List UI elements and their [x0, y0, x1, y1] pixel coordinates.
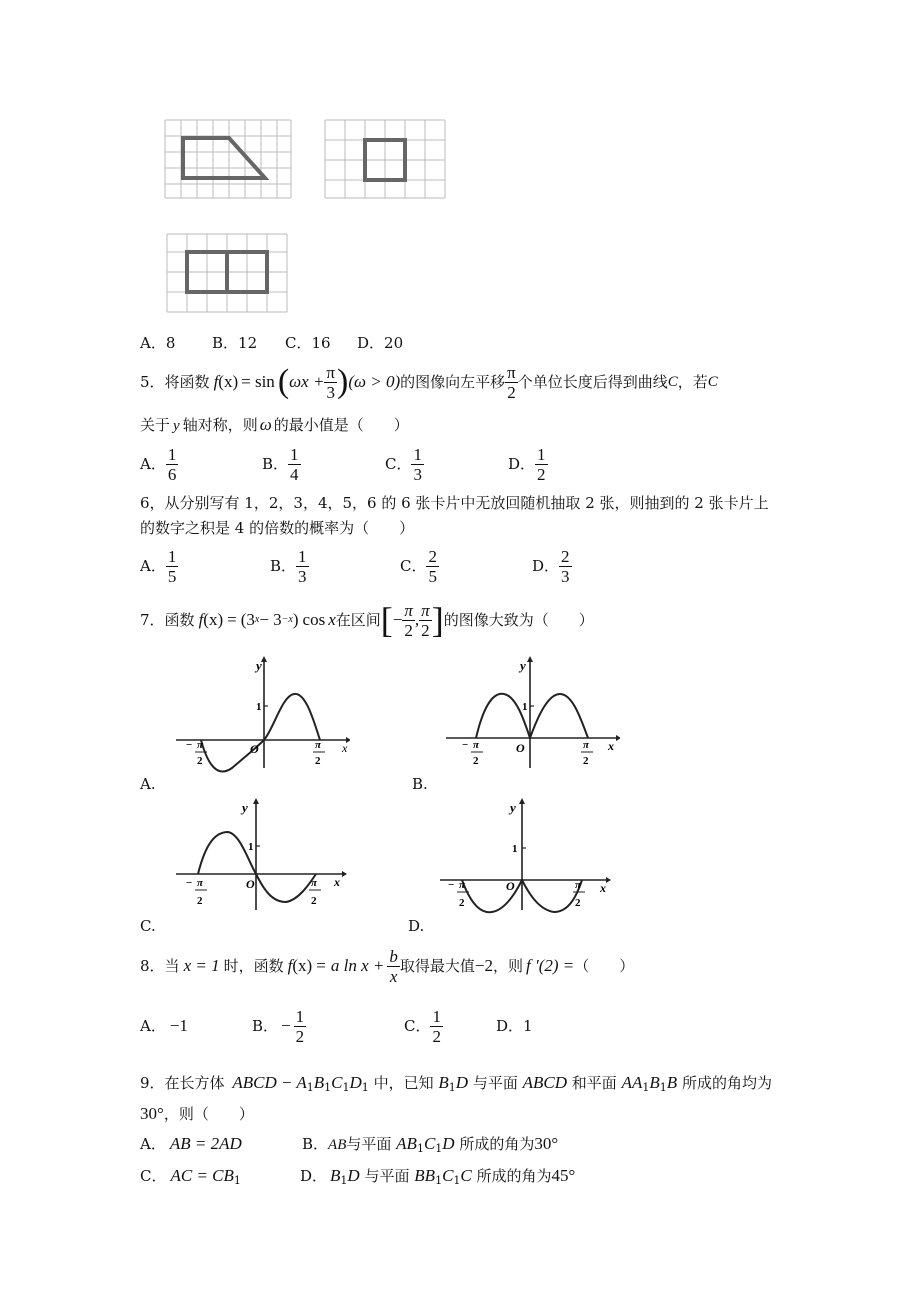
q7-graph-a	[170, 656, 350, 774]
q7-stem: 7． 函数 f (x) = (3 x − 3 −x ) cos x 在区间 [ − $\frac{\pi}{2}$ , $\frac{\pi}{2}$ ] 的图像大致为（ ）	[140, 600, 594, 640]
q7-graph-b	[440, 656, 620, 774]
svg-text:π: π	[459, 879, 466, 891]
svg-text:x: x	[600, 881, 606, 895]
svg-text:π: π	[311, 877, 318, 889]
svg-text:x: x	[608, 739, 614, 753]
q9-option-a: A． AB = 2AD	[140, 1134, 242, 1153]
q9-option-d: D． $B_1D$ 与平面 $BB_1C_1C$ 所成的角为45°	[300, 1166, 576, 1187]
three-view-top	[165, 232, 289, 314]
q7-graph-b-label: B.	[412, 775, 428, 793]
q7-graph-d-label: D.	[408, 917, 425, 935]
q4-option-b: B．12	[212, 334, 258, 352]
svg-text:y: y	[256, 658, 262, 673]
svg-text:−: −	[462, 739, 469, 751]
svg-text:2: 2	[473, 755, 479, 767]
q4-option-c: C．16	[285, 334, 331, 352]
svg-text:y: y	[510, 800, 516, 815]
svg-text:π: π	[473, 739, 480, 751]
q5-stem-line2: 关于 y 轴对称，则 ω 的最小值是（ ）	[140, 415, 409, 434]
svg-text:O: O	[250, 742, 259, 756]
q9-option-c: C． AC = $CB_1$	[140, 1166, 241, 1187]
q7-graph-d	[436, 798, 616, 914]
svg-text:π: π	[575, 879, 582, 891]
q5-stem-line1: 5． 将函数 f (x) = sin ( ωx + $\frac{\pi}{3}$ ) (ω > 0) 的图像向左平移 $\frac{\pi}{2}$ 个单位长度后得到曲线 C ，若 C	[140, 362, 718, 402]
q4-option-a: A．8	[140, 334, 176, 352]
q7-graph-c	[170, 798, 350, 914]
svg-text:2: 2	[311, 895, 317, 907]
svg-text:O: O	[516, 741, 525, 755]
q9-stem-line2: 30°，则（ ）	[140, 1104, 254, 1123]
svg-text:−: −	[186, 877, 193, 889]
q6-options: A． $\frac{1}{5}$ B． $\frac{1}{3}$ C． $\frac{2}{5}$ D． $\frac{2}{3}$	[140, 546, 570, 586]
svg-text:2: 2	[197, 895, 203, 907]
svg-text:2: 2	[583, 755, 589, 767]
q7-graph-c-label: C.	[140, 917, 156, 935]
svg-text:1: 1	[256, 701, 262, 713]
svg-text:−: −	[186, 739, 193, 751]
q6-stem-line1: 6，从分别写有 1，2，3，4，5，6 的 6 张卡片中无放回随机抽取 2 张，则抽到的 2 张卡片上	[140, 494, 769, 512]
svg-text:1: 1	[512, 843, 518, 855]
svg-text:x: x	[342, 741, 348, 755]
svg-text:O: O	[506, 879, 515, 893]
svg-text:2: 2	[315, 755, 321, 767]
q9-option-b: B．AB与平面 $AB_1C_1D$ 所成的角为30°	[302, 1134, 559, 1155]
q8-options: A． −1 B． − $\frac{1}{2}$ C． $\frac{1}{2}$ D．1	[140, 1006, 533, 1046]
q5-options: A． $\frac{1}{6}$ B． $\frac{1}{4}$ C． $\frac{1}{3}$ D． $\frac{1}{2}$	[140, 444, 546, 484]
svg-text:π: π	[315, 739, 322, 751]
svg-text:y: y	[242, 800, 248, 815]
svg-text:1: 1	[248, 841, 254, 853]
svg-text:x: x	[334, 875, 340, 889]
svg-text:y: y	[520, 658, 526, 673]
svg-text:π: π	[197, 739, 204, 751]
svg-text:O: O	[246, 877, 255, 891]
q9-stem-line1: 9．在长方体 ABCD − $A_1B_1C_1D_1$ 中，已知 $B_1D$ 与平面 ABCD 和平面 $AA_1B_1B$ 所成的角均为	[140, 1073, 772, 1094]
svg-text:2: 2	[575, 897, 581, 909]
svg-text:π: π	[197, 877, 204, 889]
three-view-front	[163, 118, 293, 200]
svg-text:1: 1	[522, 701, 528, 713]
q6-stem-line2: 的数字之积是 4 的倍数的概率为（ ）	[140, 519, 415, 537]
svg-text:2: 2	[197, 755, 203, 767]
svg-text:−: −	[448, 879, 455, 891]
svg-text:2: 2	[459, 897, 465, 909]
q8-stem: 8． 当 x = 1 时，函数 f (x) = a ln x + $\frac{b}{x}$ 取得最大值 −2 ，则 f ′(2) = （ ）	[140, 946, 635, 986]
svg-text:π: π	[583, 739, 590, 751]
three-view-side	[323, 118, 447, 200]
q4-option-d: D．20	[357, 334, 404, 352]
q7-graph-a-label: A.	[140, 775, 156, 793]
